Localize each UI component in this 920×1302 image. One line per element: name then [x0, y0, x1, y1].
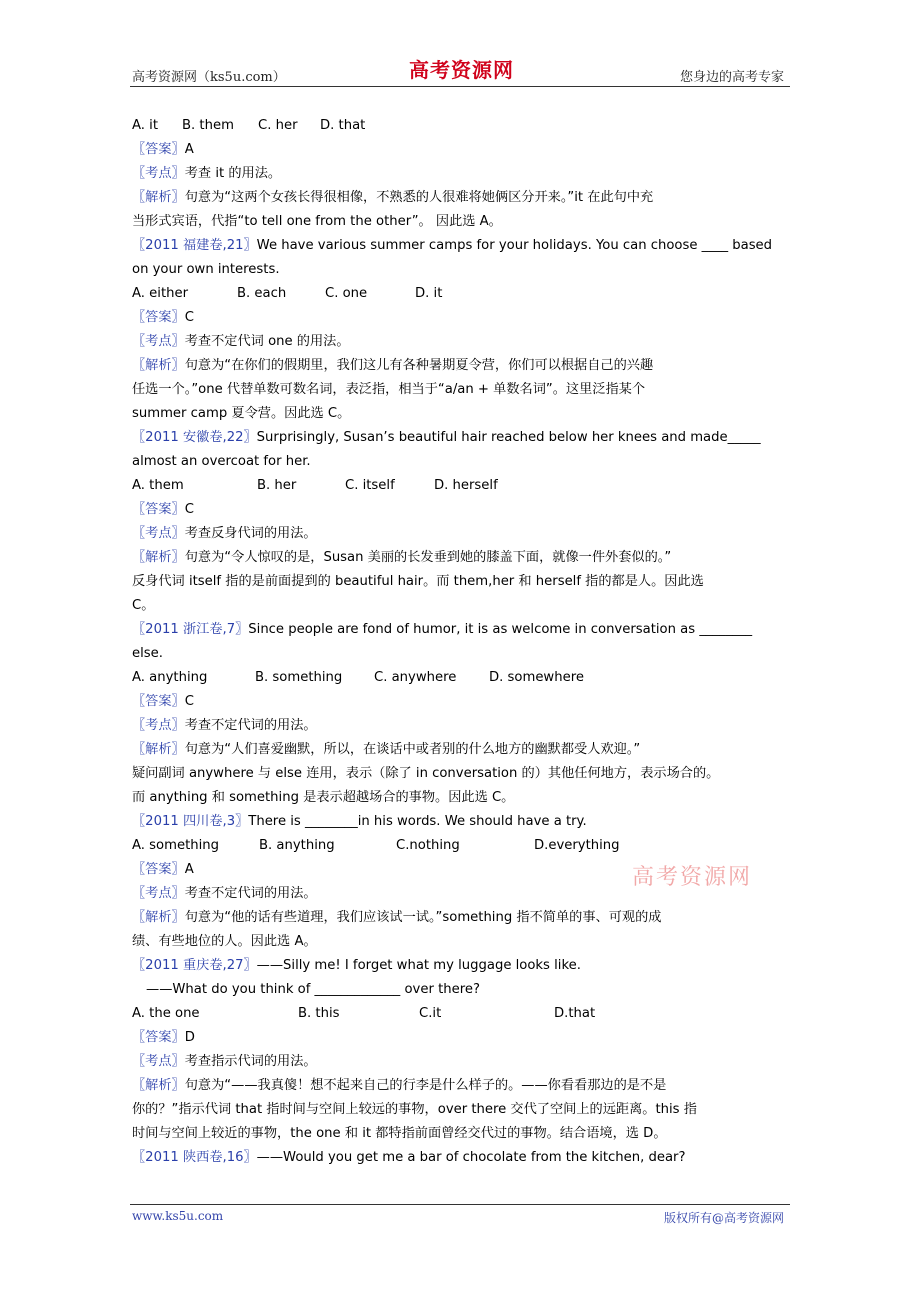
options-line — [132, 1002, 792, 1026]
analysis-line: 当形式宾语，代指“to tell one from the other”。 因此选 A。 — [132, 214, 502, 229]
analysis-text: 句意为“这两个女孩长得很相像，不熟悉的人很难将她俩区分开来。”it 在此句中充 — [184, 190, 654, 205]
option: B. something — [255, 670, 343, 685]
analysis-line — [132, 738, 792, 762]
answer-line — [132, 498, 792, 522]
answer-tag: 〖答案〗 — [132, 142, 185, 157]
analysis-line: 疑问副词 anywhere 与 else 连用，表示（除了 in conversation 的）其他任何地方，表示场合的。 — [132, 766, 720, 781]
point-tag: 〖考点〗 — [132, 526, 185, 541]
answer-value: C — [184, 310, 194, 325]
point-line — [132, 1050, 792, 1074]
answer-line — [132, 1026, 792, 1050]
stem-text: ——Silly me! I forget what my luggage looks like. — [256, 958, 581, 973]
point-text: 考查不定代词 one 的用法。 — [184, 334, 350, 349]
analysis-line — [132, 1074, 792, 1098]
option: B. each — [237, 286, 287, 301]
stem-text: There is ________in his words. We should have a try. — [248, 814, 587, 829]
answer-value: D — [184, 1030, 195, 1045]
analysis-text: 句意为“令人惊叹的是，Susan 美丽的长发垂到她的膝盖下面，就像一件外套似的。” — [184, 550, 672, 565]
header-divider — [130, 86, 790, 87]
option: B. her — [257, 478, 297, 493]
options-line — [132, 474, 792, 498]
document-body — [132, 114, 792, 1170]
analysis-line: 而 anything 和 something 是表示超越场合的事物。因此选 C。 — [132, 790, 515, 805]
option: C.nothing — [396, 838, 460, 853]
option: A. them — [132, 478, 184, 493]
point-line — [132, 162, 792, 186]
question-stem: ——What do you think of _____________ over there? — [146, 982, 480, 997]
option: A. something — [132, 838, 219, 853]
question-stem — [132, 954, 792, 978]
footer-copyright: 版权所有@高考资源网 — [663, 1211, 784, 1225]
answer-tag: 〖答案〗 — [132, 862, 185, 877]
question-stem — [132, 234, 792, 258]
option: D.that — [554, 1006, 596, 1021]
analysis-tag: 〖解析〗 — [132, 550, 185, 565]
stem-text: We have various summer camps for your holidays. You can choose ____ based — [256, 238, 773, 253]
option: C. her — [258, 118, 298, 133]
analysis-text: 句意为“在你们的假期里，我们这儿有各种暑期夏令营，你们可以根据自己的兴趣 — [184, 358, 654, 373]
answer-tag: 〖答案〗 — [132, 310, 185, 325]
question-stem — [132, 426, 792, 450]
question-stem: on your own interests. — [132, 262, 280, 277]
point-text: 考查不定代词的用法。 — [184, 886, 317, 901]
question-stem — [132, 1146, 792, 1170]
analysis-line — [132, 354, 792, 378]
footer-url[interactable]: www.ks5u.com — [132, 1209, 224, 1223]
option: D.everything — [534, 838, 620, 853]
option: D. that — [320, 118, 366, 133]
point-text: 考查指示代词的用法。 — [184, 1054, 317, 1069]
option: A. anything — [132, 670, 208, 685]
point-text: 考查 it 的用法。 — [184, 166, 282, 181]
analysis-tag: 〖解析〗 — [132, 742, 185, 757]
footer-divider — [130, 1204, 790, 1205]
analysis-line: 时间与空间上较近的事物，the one 和 it 都特指前面曾经交代过的事物。结合语境，选 D。 — [132, 1126, 667, 1141]
question-source: 〖2011 陕西卷,16〗 — [132, 1150, 257, 1165]
option: A. it — [132, 118, 159, 133]
option: C. one — [325, 286, 368, 301]
stem-text: Since people are fond of humor, it is as welcome in conversation as ________ — [248, 622, 753, 637]
point-tag: 〖考点〗 — [132, 1054, 185, 1069]
answer-line — [132, 306, 792, 330]
answer-line — [132, 690, 792, 714]
option: A. the one — [132, 1006, 200, 1021]
analysis-text: 句意为“——我真傻！想不起来自己的行李是什么样子的。——你看看那边的是不是 — [184, 1078, 667, 1093]
header-site-name: 高考资源网（ks5u.com） — [132, 70, 286, 85]
watermark: 高考资源网 — [632, 865, 753, 890]
question-stem: else. — [132, 646, 163, 661]
analysis-tag: 〖解析〗 — [132, 358, 185, 373]
option: D. herself — [434, 478, 498, 493]
point-tag: 〖考点〗 — [132, 166, 185, 181]
options-line — [132, 114, 792, 138]
stem-text: ——Would you get me a bar of chocolate from the kitchen, dear? — [256, 1150, 686, 1165]
point-tag: 〖考点〗 — [132, 718, 185, 733]
analysis-line: 任选一个。”one 代替单数可数名词，表泛指，相当于“a/an + 单数名词”。这里泛指某个 — [132, 382, 646, 397]
analysis-line — [132, 546, 792, 570]
options-line — [132, 666, 792, 690]
analysis-line — [132, 906, 792, 930]
point-line — [132, 330, 792, 354]
option: B. them — [182, 118, 234, 133]
point-tag: 〖考点〗 — [132, 334, 185, 349]
question-source: 〖2011 四川卷,3〗 — [132, 814, 249, 829]
header-slogan: 您身边的高考专家 — [679, 70, 784, 85]
point-text: 考查反身代词的用法。 — [184, 526, 317, 541]
question-stem — [132, 618, 792, 642]
option: C. itself — [345, 478, 395, 493]
analysis-tag: 〖解析〗 — [132, 910, 185, 925]
answer-value: C — [184, 502, 194, 517]
analysis-tag: 〖解析〗 — [132, 1078, 185, 1093]
analysis-line — [132, 186, 792, 210]
options-line — [132, 282, 792, 306]
analysis-line: summer camp 夏令营。因此选 C。 — [132, 406, 351, 421]
answer-value: A — [184, 862, 194, 877]
answer-value: C — [184, 694, 194, 709]
analysis-line: 反身代词 itself 指的是前面提到的 beautiful hair。而 them,her 和 herself 指的都是人。因此选 — [132, 574, 704, 589]
answer-tag: 〖答案〗 — [132, 694, 185, 709]
analysis-text: 句意为“他的话有些道理，我们应该试一试。”something 指不简单的事、可观的成 — [184, 910, 662, 925]
analysis-tag: 〖解析〗 — [132, 190, 185, 205]
option: C. anywhere — [374, 670, 457, 685]
stem-text: Surprisingly, Susan’s beautiful hair reached below her knees and made_____ — [256, 430, 761, 445]
answer-tag: 〖答案〗 — [132, 1030, 185, 1045]
question-stem — [132, 810, 792, 834]
option: C.it — [419, 1006, 442, 1021]
question-source: 〖2011 重庆卷,27〗 — [132, 958, 257, 973]
point-text: 考查不定代词的用法。 — [184, 718, 317, 733]
analysis-line: 你的？”指示代词 that 指时间与空间上较远的事物，over there 交代了空间上的远距离。this 指 — [132, 1102, 697, 1117]
question-source: 〖2011 安徽卷,22〗 — [132, 430, 257, 445]
option: B. this — [298, 1006, 340, 1021]
analysis-text: 句意为“人们喜爱幽默，所以，在谈话中或者别的什么地方的幽默都受人欢迎。” — [184, 742, 641, 757]
header-logo: 高考资源网 — [409, 58, 514, 82]
options-line — [132, 834, 792, 858]
answer-tag: 〖答案〗 — [132, 502, 185, 517]
option: D. it — [415, 286, 443, 301]
point-tag: 〖考点〗 — [132, 886, 185, 901]
analysis-line: C。 — [132, 598, 155, 613]
question-source: 〖2011 浙江卷,7〗 — [132, 622, 249, 637]
option: A. either — [132, 286, 189, 301]
answer-line — [132, 138, 792, 162]
analysis-line: 绩、有些地位的人。因此选 A。 — [132, 934, 317, 949]
point-line — [132, 522, 792, 546]
point-line — [132, 714, 792, 738]
option: D. somewhere — [489, 670, 584, 685]
question-stem: almost an overcoat for her. — [132, 454, 311, 469]
answer-value: A — [184, 142, 194, 157]
option: B. anything — [259, 838, 335, 853]
question-source: 〖2011 福建卷,21〗 — [132, 238, 257, 253]
